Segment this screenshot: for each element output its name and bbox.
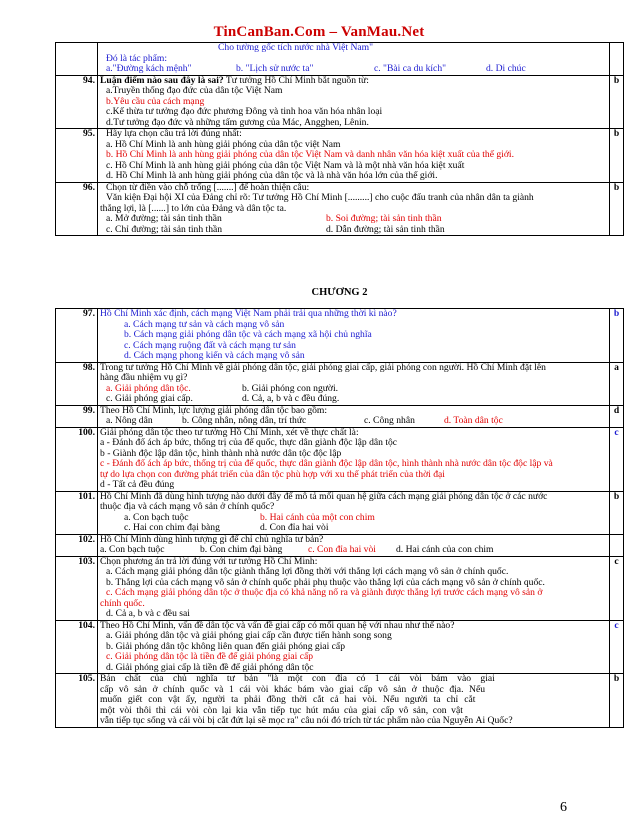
question-number: 100. [56, 427, 98, 491]
option-c: c. Con đỉa hai vòi [308, 545, 376, 555]
question-text: cấp vô sản ở chính quốc và 1 cái vòi khác bám vào giai cấp vô sản ở thuộc địa. Nếu [100, 684, 486, 695]
option-d: d. Cả, a, b và c đều đúng. [242, 394, 340, 404]
question-number: 94. [56, 75, 98, 129]
option-b: b. Hồ Chí Minh là anh hùng giải phóng của dân tộc Việt Nam và danh nhân văn hóa kiệt xuất của thế giới. [106, 150, 514, 160]
question-number: 99. [56, 405, 98, 427]
option-a: a. Nông dân [106, 416, 153, 426]
question-text: Bản chất của chủ nghĩa tư bản "là một con đỉa có 1 cái vòi bám vào giai [100, 674, 495, 684]
option-c: c. Hồ Chí Minh là anh hùng giải phóng của dân tộc Việt Nam và là một nhà văn hóa kiệt xuất [106, 160, 465, 171]
question-body [98, 129, 610, 183]
question-body-continuation [98, 43, 610, 76]
option-b: b. Công nhân, nông dân, trí thức [182, 416, 307, 426]
option-d: d. Con đỉa hai vòi [260, 523, 329, 533]
answer-cell: b [610, 182, 624, 236]
question-body [98, 362, 610, 405]
option-c: c. "Bài ca du kích" [374, 64, 447, 74]
answer-cell: b [610, 129, 624, 183]
option-b: b. Cách mạng giải phóng dân tộc và cách mạng xã hội chủ nghĩa [124, 330, 372, 340]
option-a: a. Mở đường; tài sản tinh thần [106, 214, 222, 224]
question-body [98, 534, 610, 556]
question-text: Chọn phương án trả lời đúng với tư tưởng Hồ Chí Minh: [100, 556, 318, 567]
question-row-96 [56, 182, 624, 236]
option-c: c.Kế thừa tư tưởng đạo đức phương Đông và tinh hoa văn hóa nhân loại [106, 107, 383, 117]
option-c: c. Cách mạng giải phóng dân tộc ở thuộc địa có khả năng nổ ra và giành được thắng lợi trước cách mạng vô sản ở [106, 588, 543, 598]
option-d: d. Hai cánh của con chim [396, 545, 494, 555]
option-b: b. Hai cánh của một con chim [260, 512, 375, 523]
question-row-100 [56, 427, 624, 491]
site-header-title: TinCanBan.Com – VanMau.Net [213, 24, 425, 40]
question-body [98, 620, 610, 674]
answer-cell: b [610, 75, 624, 129]
answer-cell: b [610, 491, 624, 534]
question-row-continuation [56, 43, 624, 76]
option-c: c. Giải phóng giai cấp. [106, 394, 193, 404]
question-number: 95. [56, 129, 98, 183]
option-b: b. Soi đường; tài sản tinh thần [326, 214, 442, 224]
question-text: Hồ Chí Minh xác định, cách mạng Việt Nam phải trải qua những thời kì nào? [100, 309, 397, 319]
answer-cell: d [610, 405, 624, 427]
chapter-heading: CHƯƠNG 2 [311, 287, 368, 298]
option-a: a."Đường kách mệnh" [106, 64, 192, 74]
question-text: hàng đầu nhiệm vụ gì? [100, 373, 188, 383]
question-body [98, 556, 610, 620]
question-body [98, 309, 610, 363]
answer-cell: b [610, 309, 624, 363]
option-c: c. Chỉ đường; tài sản tinh thần [106, 224, 223, 235]
question-text: vẫn tiếp tục sống và cái vòi bị cắt đứt lại sẽ mọc ra" câu nói đó trích từ tác phẩm nào của Nguyễn Ái Quốc? [100, 716, 513, 726]
question-text: Theo Hồ Chí Minh, vấn đề dân tộc và vấn đề giai cấp có mối quan hệ với nhau như thế nào? [100, 620, 455, 631]
option-a: a. Giải phóng dân tộc và giải phóng giai cấp cần được tiến hành song song [106, 631, 392, 641]
option-c: c. Giải phóng dân tộc là tiền đề để giải phóng giai cấp [106, 652, 314, 662]
option-b: b. Giải phóng con người. [242, 383, 339, 394]
answer-cell: c [610, 427, 624, 491]
option-a: a - Đánh đổ ách áp bức, thống trị của đế quốc, thực dân giành độc lập dân tộc [100, 438, 398, 448]
question-text: Hồ Chí Minh đã dùng hình tượng nào dưới đây để mô tả mối quan hệ giữa cách mạng giải phóng dân tộc ở các nước [100, 491, 548, 502]
question-text: Văn kiện Đại hội XI của Đảng chỉ rõ: Tư tưởng Hồ Chí Minh [.........] cho cuộc đấu tranh của nhân dân ta giành [106, 193, 534, 203]
question-number: 103. [56, 556, 98, 620]
question-text: muốn giết con vật ấy, người ta phải đồng thời cắt cả hai vòi. Nếu người ta chỉ cắt [100, 695, 476, 705]
question-row-102 [56, 534, 624, 556]
question-text: Tư tưởng Hồ Chí Minh bắt nguồn từ: [223, 75, 369, 86]
question-body [98, 427, 610, 491]
answer-cell: c [610, 556, 624, 620]
question-text: Theo Hồ Chí Minh, lực lượng giải phóng dân tộc bao gồm: [100, 405, 328, 416]
option-b: b. Thắng lợi của cách mạng vô sản ở chính quốc phải phụ thuộc vào thắng lợi của cách mạng vô sản ở chính quốc. [106, 577, 545, 588]
option-d: d. Toàn dân tộc [444, 416, 503, 426]
option-c: c. Cách mạng ruộng đất và cách mạng tư sản [124, 340, 296, 351]
question-text: Trong tư tưởng Hồ Chí Minh về giải phóng dân tộc, giải phóng giai cấp, giải phóng con người. Hồ Chí Minh đặt lên [100, 362, 546, 373]
question-number: 96. [56, 182, 98, 236]
continuation-options [100, 64, 607, 75]
question-table-top [55, 42, 624, 236]
question-row-99 [56, 405, 624, 427]
continuation-line: Cho tường gốc tích nước nhà Việt Nam" [218, 43, 374, 53]
question-body [98, 674, 610, 728]
question-number: 101. [56, 491, 98, 534]
question-text: một vòi thôi thì cái vòi còn lại kia vẫn tiếp tục hút máu của giai cấp vô sản, con vật [100, 705, 463, 716]
question-row-105 [56, 674, 624, 728]
question-number-empty [56, 43, 98, 76]
option-d: d. Di chúc [486, 64, 526, 74]
option-a: a.Truyền thống đạo đức của dân tộc Việt Nam [106, 86, 283, 96]
option-a: a. Giải phóng dân tộc. [106, 383, 191, 394]
question-text: thắng lợi, là [......] to lớn của Đảng và dân tộc ta. [100, 203, 287, 214]
question-table-bottom [55, 308, 624, 728]
question-text: Chọn từ điền vào chỗ trống [.......] để hoàn thiện câu: [106, 182, 310, 193]
question-number: 104. [56, 620, 98, 674]
answer-cell: a [610, 362, 624, 405]
option-c: chính quốc. [100, 598, 145, 609]
question-row-103 [56, 556, 624, 620]
question-row-94 [56, 75, 624, 129]
option-d: d - Tất cả đều đúng [100, 480, 175, 490]
answer-cell: c [610, 620, 624, 674]
option-c: c. Công nhân [364, 416, 415, 426]
question-text: Hãy lựa chọn câu trả lời đúng nhất: [106, 129, 242, 139]
question-number: 98. [56, 362, 98, 405]
question-text: Hồ Chí Minh dùng hình tượng gì để chỉ chủ nghĩa tư bản? [100, 534, 324, 545]
question-text: Giải phóng dân tộc theo tư tưởng Hồ Chí Minh, xét về thực chất là: [100, 427, 359, 438]
option-d: d. Cách mạng phong kiến và cách mạng vô sản [124, 351, 305, 361]
question-body [98, 75, 610, 129]
option-c: c. Hai con chim đại bàng [124, 523, 220, 533]
question-number: 97. [56, 309, 98, 363]
question-row-101 [56, 491, 624, 534]
answer-cell [610, 534, 624, 556]
answer-cell: b [610, 674, 624, 728]
continuation-line: Đó là tác phẩm: [106, 53, 168, 64]
option-a: a. Con bạch tuộc [100, 545, 165, 555]
question-row-98 [56, 362, 624, 405]
question-row-104 [56, 620, 624, 674]
question-number: 102. [56, 534, 98, 556]
option-b: b. "Lịch sử nước ta" [236, 64, 314, 74]
option-a: a. Cách mạng tư sản và cách mạng vô sản [124, 319, 285, 330]
question-row-95 [56, 129, 624, 183]
option-a: a. Hồ Chí Minh là anh hùng giải phóng của dân tộc việt Nam [106, 139, 341, 150]
option-b: b.Yêu cầu của cách mạng [106, 96, 205, 107]
question-text: Luận điểm nào sau đây là sai? [100, 75, 224, 86]
option-d: d. Hồ Chí Minh là anh hùng giải phóng của dân tộc và là nhà văn hóa lớn của thế giới. [106, 171, 438, 181]
option-a: a. Con bạch tuộc [124, 512, 189, 523]
question-number: 105. [56, 674, 98, 728]
answer-cell [610, 43, 624, 76]
question-text: thuộc địa và cách mạng vô sản ở chính quốc? [100, 502, 275, 512]
option-a: a. Cách mạng giải phóng dân tộc giành thắng lợi đồng thời với thắng lợi cách mạng vô sản ở chính quốc. [106, 567, 509, 577]
option-d: d. Giải phóng giai cấp là tiền đề để giải phóng dân tộc [106, 662, 314, 673]
option-b: b. Giải phóng dân tộc không liên quan đến giải phóng giai cấp [106, 641, 345, 652]
option-d: d.Tư tưởng đạo đức và những tấm gương của Mác, Ăngghen, Lênin. [106, 117, 369, 128]
question-body [98, 182, 610, 236]
page-number: 6 [560, 800, 567, 815]
option-d: d. Cả a, b và c đều sai [106, 609, 190, 619]
option-b: b - Giành độc lập dân tộc, hình thành nhà nước dân tộc độc lập [100, 448, 342, 459]
option-c: tự do lựa chọn con đường phát triển của dân tộc phù hợp với xu thế phát triển của thời đại [100, 469, 445, 480]
question-row-97 [56, 309, 624, 363]
option-b: b. Con chim đại bàng [200, 545, 283, 555]
question-body [98, 491, 610, 534]
question-body [98, 405, 610, 427]
option-c: c - Đánh đổ ách áp bức, thống trị của đế quốc, thực dân giành độc lập dân tộc, hình thành nhà nước dân tộc độc lập và [100, 459, 553, 469]
option-d: d. Dẫn đường; tài sản tinh thần [326, 224, 445, 235]
